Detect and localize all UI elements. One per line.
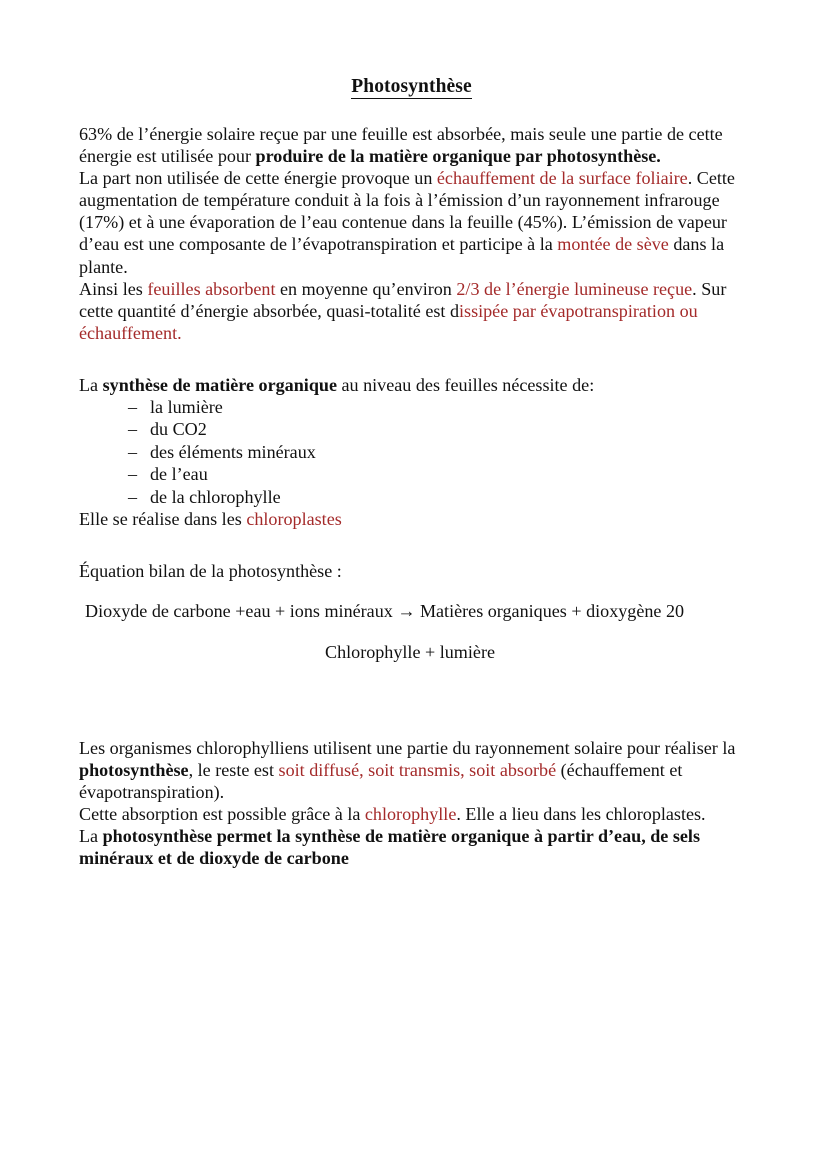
synthesis-text-2: au niveau des feuilles nécessite de:: [336, 374, 595, 395]
bullet-dash-icon: –: [128, 441, 138, 462]
intro-text-3: . Cette augmentation de température conduit à la fois à l’émission d’un rayonnement infrarouge (17%) et à une évaporation de l’eau contenue dans la feuille (45%). L’émission de vapeur d’eau est une composante de l’évapotranspiration et participe à la: [79, 168, 735, 255]
conclusion-text-2: , le reste est: [188, 759, 279, 780]
list-item-label: de l’eau: [150, 464, 208, 485]
intro-bold-1: produire de la matière organique par photosynthèse.: [255, 146, 661, 167]
conclusion-text-4: Cette absorption est possible grâce à la: [79, 804, 365, 824]
equation-reaction: Dioxyde de carbone +eau + ions minéraux → Matières organiques + dioxygène 20: [85, 601, 685, 622]
absorption-highlight-deux-tiers: 2/3 de l’énergie lumineuse reçue: [456, 278, 693, 299]
conclusion-bold-2: photosynthèse permet la synthèse de matière organique à partir d’eau, de sels minéraux et de dioxyde de carbone: [79, 826, 701, 869]
list-item: [79, 418, 744, 440]
page-title: [79, 76, 744, 99]
synthesis-bold-1: synthèse de matière organique: [102, 374, 337, 395]
intro-highlight-montee-de-seve: montée de sève: [557, 234, 669, 255]
list-item: [79, 441, 744, 463]
list-item-label: du CO2: [150, 419, 207, 440]
equation-heading: Équation bilan de la photosynthèse :: [79, 561, 342, 582]
requirements-list: [79, 396, 744, 508]
paragraph-synthesis-lead: [79, 374, 744, 396]
paragraph-intro: [79, 123, 744, 278]
intro-text-1: 63% de l’énergie solaire reçue par une feuille est absorbée, mais seule une partie de cette énergie est utilisée pour: [79, 124, 723, 167]
bullet-dash-icon: –: [128, 464, 138, 485]
paragraph-conclusion-3: [79, 825, 744, 869]
document-body: [79, 76, 744, 869]
list-item-label: des éléments minéraux: [150, 441, 316, 462]
conclusion-text-6: La: [79, 826, 103, 847]
conclusion-highlight-diffuse-transmis-absorbe: soit diffusé, soit transmis, soit absorbé: [278, 759, 557, 780]
absorption-text-1: Ainsi les: [79, 278, 148, 299]
list-item: [79, 463, 744, 485]
synthesis-text-1: La: [79, 374, 103, 395]
bullet-dash-icon: –: [128, 397, 138, 418]
closing-highlight-chloroplastes: chloroplastes: [246, 509, 342, 530]
absorption-highlight-feuilles: feuilles absorbent: [147, 278, 276, 299]
spacer-before-synthesis: [79, 344, 744, 374]
conclusion-text-3: (échauffement et évapotranspiration).: [79, 759, 683, 802]
closing-text-1: Elle se réalise dans les: [79, 509, 247, 530]
list-item-label: la lumière: [150, 397, 223, 418]
equation-conditions: Chlorophylle + lumière: [325, 641, 495, 662]
conclusion-text-5: . Elle a lieu dans les chloroplastes.: [456, 804, 706, 824]
absorption-highlight-dissipee: issipée par évapotranspiration ou échauffement.: [79, 300, 698, 343]
intro-text-4: dans la plante.: [79, 234, 725, 277]
intro-highlight-echauffement: échauffement de la surface foliaire: [436, 168, 688, 189]
spacer-before-conclusion: [79, 681, 744, 737]
conclusion-highlight-chlorophylle: chlorophylle: [364, 804, 457, 824]
bullet-dash-icon: –: [128, 419, 138, 440]
list-item: [79, 486, 744, 508]
absorption-text-3: . Sur cette quantité d’énergie absorbée, quasi-totalité est d: [79, 278, 727, 321]
paragraph-absorption: [79, 278, 744, 344]
spacer-before-equation: [79, 530, 744, 560]
list-item-label: de la chlorophylle: [150, 486, 281, 507]
page-title-text: Photosynthèse: [351, 76, 472, 97]
bullet-dash-icon: –: [128, 486, 138, 507]
paragraph-conclusion-1: [79, 737, 744, 803]
paragraph-chloroplastes: [79, 508, 744, 530]
intro-text-2: La part non utilisée de cette énergie provoque un: [79, 168, 437, 189]
list-item: [79, 396, 744, 418]
conclusion-text-1: Les organismes chlorophylliens utilisent une partie du rayonnement solaire pour réaliser la: [79, 737, 736, 758]
conclusion-bold-1: photosynthèse: [79, 759, 189, 780]
absorption-text-2: en moyenne qu’environ: [275, 278, 457, 299]
paragraph-conclusion-2: [79, 803, 744, 825]
